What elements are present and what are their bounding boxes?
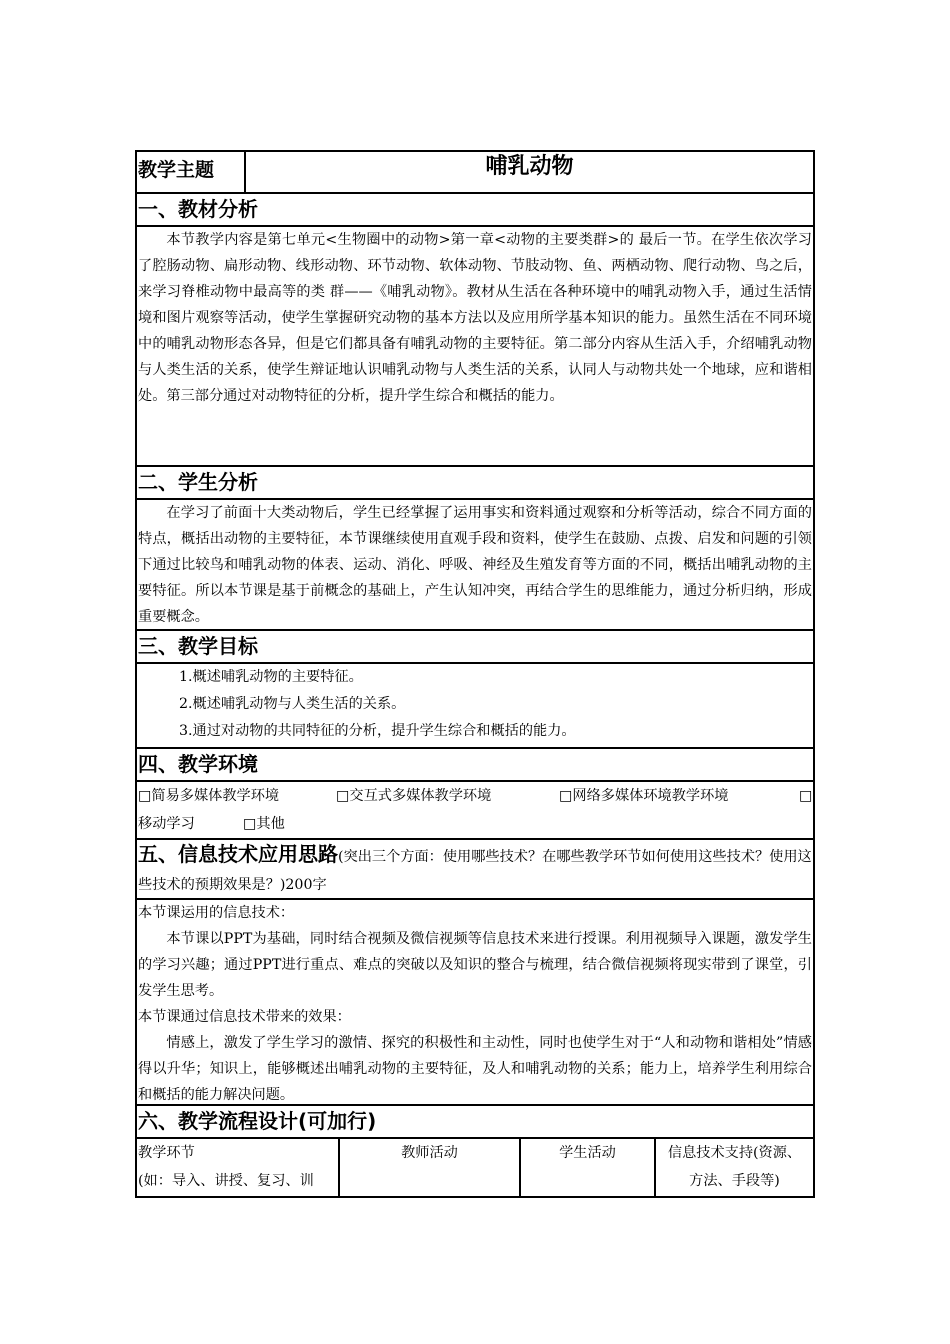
teaching-goals-body xyxy=(137,664,813,749)
goal-item: 3.通过对动物的共同特征的分析，提升学生综合和概括的能力。 xyxy=(179,723,576,739)
flow-col-stage-note: (如：导入、讲授、复习、训 xyxy=(138,1173,314,1189)
goal-item: 1.概述哺乳动物的主要特征。 xyxy=(179,669,363,685)
env-option-mobile-learning[interactable]: 移动学习 xyxy=(138,816,195,832)
env-option-other[interactable]: □其他 xyxy=(243,816,285,832)
topic-value: 哺乳动物 xyxy=(485,154,574,179)
teaching-flow-header-row xyxy=(137,1139,813,1196)
flow-col-it-support-note: 方法、手段等) xyxy=(689,1173,780,1189)
section-heading-teaching-flow: 六、教学流程设计(可加行) xyxy=(137,1106,813,1139)
flow-col-it-support xyxy=(656,1139,813,1196)
goal-item: 2.概述哺乳动物与人类生活的关系。 xyxy=(179,696,406,712)
textbook-analysis-text: 本节教学内容是第七单元<生物圈中的动物>第一章<动物的主要类群>的 最后一节。在学生依次学习了腔肠动物、扁形动物、线形动物、环节动物、软体动物、节肢动物、鱼、两栖动物、爬行动物、鸟之后，来学习脊椎动物中最高等的类 群——《哺乳动物》。教材从生活在各种环境中的哺乳动物入手，通过生活情境和图片观察等活动，使学生掌握研究动物的基本方法以及应用所学基本知识的能力。虽然生活在不同环境中的哺乳动物形态各异，但是它们都具备有哺乳动物的主要特征。第二部分内容从生活入手，介绍哺乳动物与人类生活的关系，使学生辩证地认识哺乳动物与人类生活的关系，认同人与动物共处一个地球，应和谐相处。第三部分通过对动物特征的分析，提升学生综合和概括的能力。 xyxy=(138,232,812,404)
teaching-environment-options xyxy=(137,782,813,840)
it-effect-text: 情感上，激发了学生学习的激情、探究的积极性和主动性，同时也使学生对于“人和动物和谐相处”情感得以升华；知识上，能够概述出哺乳动物的主要特征，及人和哺乳动物的关系；能力上，培养学生利用综合和概括的能力解决问题。 xyxy=(138,1035,812,1103)
flow-col-student: 学生活动 xyxy=(521,1139,656,1196)
textbook-analysis-body xyxy=(137,227,813,467)
lesson-plan-table xyxy=(135,150,815,1198)
it-used-subheading: 本节课运用的信息技术： xyxy=(138,905,295,921)
student-analysis-body xyxy=(137,500,813,631)
it-application-title: 五、信息技术应用思路 xyxy=(138,842,338,866)
flow-col-stage xyxy=(137,1139,340,1196)
it-application-body xyxy=(137,900,813,1106)
flow-col-it-support-label: 信息技术支持(资源、 xyxy=(667,1145,802,1161)
env-option-checkbox[interactable]: □ xyxy=(799,788,813,804)
env-option-interactive-multimedia[interactable]: □交互式多媒体教学环境 xyxy=(336,788,492,804)
section-heading-teaching-environment: 四、教学环境 xyxy=(137,749,813,782)
section-heading-teaching-goals: 三、教学目标 xyxy=(137,631,813,664)
env-option-simple-multimedia[interactable]: □简易多媒体教学环境 xyxy=(138,788,280,804)
flow-col-teacher: 教师活动 xyxy=(340,1139,521,1196)
section-heading-it-application xyxy=(137,840,813,900)
it-application-note: (突出三个方面：使用哪些技术？在哪些教学环节如何使用这些技术？使用这些技术的预期效果是？)200字 xyxy=(138,849,812,893)
topic-row xyxy=(137,152,813,194)
flow-col-stage-label: 教学环节 xyxy=(138,1145,195,1161)
student-analysis-text: 在学习了前面十大类动物后，学生已经掌握了运用事实和资料通过观察和分析等活动，综合不同方面的特点，概括出动物的主要特征，本节课继续使用直观手段和资料，使学生在鼓励、点拨、启发和问题的引领下通过比较鸟和哺乳动物的体表、运动、消化、呼吸、神经及生殖发育等方面的不同，概括出哺乳动物的主要特征。所以本节课是基于前概念的基础上，产生认知冲突，再结合学生的思维能力，通过分析归纳，形成重要概念。 xyxy=(138,505,812,625)
section-heading-student-analysis: 二、学生分析 xyxy=(137,467,813,500)
topic-label: 教学主题 xyxy=(137,152,246,192)
it-effect-subheading: 本节课通过信息技术带来的效果： xyxy=(138,1009,351,1025)
it-used-text: 本节课以PPT为基础，同时结合视频及微信视频等信息技术来进行授课。利用视频导入课题，激发学生的学习兴趣；通过PPT进行重点、难点的突破以及知识的整合与梳理，结合微信视频将现实带到了课堂，引发学生思考。 xyxy=(138,931,812,999)
section-heading-textbook-analysis: 一、教材分析 xyxy=(137,194,813,227)
env-option-network-multimedia[interactable]: □网络多媒体环境教学环境 xyxy=(559,788,729,804)
